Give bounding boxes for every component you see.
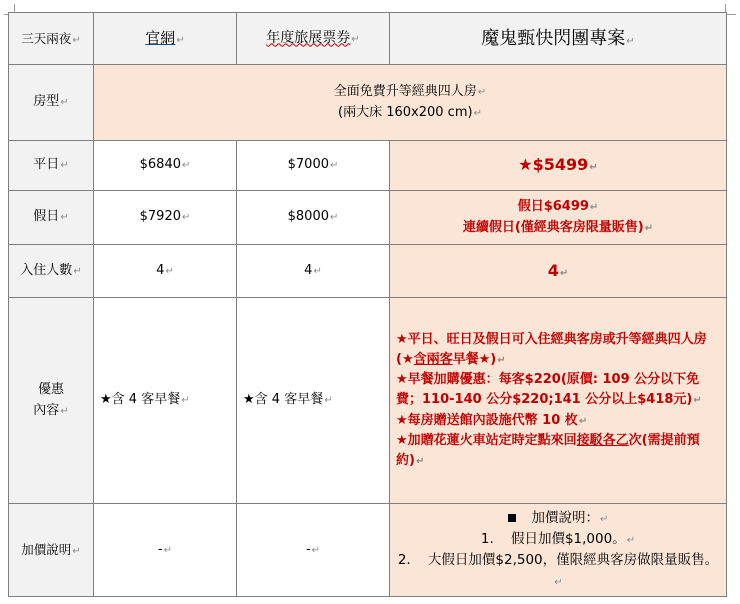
perk-item-3-text: ★每房贈送館內設施代幣 10 枚 xyxy=(396,412,578,428)
guests-expo-cell[interactable] xyxy=(237,245,390,298)
surcharge-item-2-number: 2. xyxy=(397,552,411,568)
surcharge-label: 加價說明 xyxy=(21,542,72,558)
perks-expo-cell[interactable] xyxy=(237,298,390,504)
perk-item-1-underlined: 含兩客 xyxy=(413,352,453,368)
holiday-deal-line-1: 假日$6499 xyxy=(517,199,589,215)
surcharge-label-cell[interactable] xyxy=(9,504,94,597)
paragraph-mark: ↵ xyxy=(351,33,360,45)
guests-expo-count: 4 xyxy=(304,262,313,278)
paragraph-mark: ↵ xyxy=(589,202,599,214)
perks-expo-text: ★含 4 客早餐 xyxy=(243,392,324,408)
holiday-official-cell[interactable] xyxy=(94,191,237,245)
paragraph-mark: ↵ xyxy=(415,455,425,467)
holiday-expo-price: $8000 xyxy=(287,209,329,225)
perk-item-2-text: ★早餐加購優惠：每客$220(原價: 109 公分以下免費；110-140 公分$220;141 公分以上$418元) xyxy=(396,372,700,408)
surcharge-expo-cell[interactable] xyxy=(237,504,390,597)
paragraph-mark: ↵ xyxy=(181,395,190,407)
guests-row xyxy=(9,245,727,298)
paragraph-mark: ↵ xyxy=(72,34,81,46)
header-plan-text: 三天兩夜 xyxy=(21,30,72,46)
room-type-line-2: (兩大床 160x200 cm) xyxy=(338,104,473,120)
paragraph-mark: ↵ xyxy=(626,535,636,547)
surcharge-item-2 xyxy=(396,550,720,592)
paragraph-mark: ↵ xyxy=(497,355,506,367)
guests-label-cell[interactable] xyxy=(9,245,94,298)
room-type-row xyxy=(9,65,727,141)
paragraph-mark: ↵ xyxy=(72,546,81,558)
paragraph-mark: ↵ xyxy=(60,160,69,172)
surcharge-official-cell[interactable] xyxy=(94,504,237,597)
room-type-line-1: 全面免費升等經典四人房 xyxy=(333,84,477,100)
paragraph-mark: ↵ xyxy=(589,162,598,174)
paragraph-mark: ↵ xyxy=(600,514,609,526)
perks-label-line-2: 內容 xyxy=(33,402,60,418)
guests-official-count: 4 xyxy=(156,262,165,278)
holiday-deal-cell[interactable] xyxy=(390,191,727,245)
room-type-label-cell[interactable] xyxy=(9,65,94,141)
perk-item-3 xyxy=(396,411,720,431)
pricing-table xyxy=(8,12,727,597)
surcharge-official-value: - xyxy=(157,541,163,557)
paragraph-mark: ↵ xyxy=(181,160,191,172)
paragraph-mark: ↵ xyxy=(60,97,69,109)
weekday-label: 平日 xyxy=(33,157,60,173)
paragraph-mark: ↵ xyxy=(311,544,321,556)
header-expo-text: 年度旅展票券 xyxy=(266,29,351,46)
surcharge-title: 加價說明： xyxy=(531,510,600,527)
surcharge-item-1-text: 假日加價$1,000。 xyxy=(510,531,626,548)
paragraph-mark: ↵ xyxy=(313,265,322,277)
paragraph-mark: ↵ xyxy=(329,212,339,224)
header-official-text: 官網 xyxy=(145,28,176,47)
surcharge-deal-cell[interactable] xyxy=(390,504,727,597)
weekday-expo-price: $7000 xyxy=(287,157,329,173)
perk-item-4-tail: 次(需提前預約) xyxy=(396,432,700,468)
square-bullet-icon xyxy=(508,514,516,522)
paragraph-mark: ↵ xyxy=(176,34,185,46)
perk-item-1-text: ★平日、旺日及假日可入住經典客房或升等經典四人房(★ xyxy=(396,332,707,368)
guests-label: 入住人數 xyxy=(20,262,73,278)
guests-deal-count: 4 xyxy=(547,260,559,280)
holiday-row xyxy=(9,191,727,245)
perks-official-cell[interactable] xyxy=(94,298,237,504)
paragraph-mark: ↵ xyxy=(324,395,333,407)
weekday-expo-cell[interactable] xyxy=(237,141,390,191)
perk-item-2 xyxy=(396,370,720,410)
room-type-label: 房型 xyxy=(33,94,60,110)
header-plan-cell[interactable] xyxy=(9,13,94,65)
paragraph-mark: ↵ xyxy=(181,212,191,224)
surcharge-item-1 xyxy=(396,529,720,550)
surcharge-item-2-text: 大假日加價$2,500，僅限經典客房做限量販售。 xyxy=(427,552,719,568)
weekday-label-cell[interactable] xyxy=(9,141,94,191)
weekday-official-price: $6840 xyxy=(139,157,181,173)
perk-item-4 xyxy=(396,431,720,471)
holiday-official-price: $7920 xyxy=(139,209,181,225)
header-expo-cell[interactable] xyxy=(237,13,390,65)
perk-item-4-text: ★加贈花蓮火車站定時定點來回 xyxy=(396,432,577,448)
perks-label-line-1: 優惠 xyxy=(37,382,64,398)
paragraph-mark: ↵ xyxy=(60,405,69,417)
perks-label-cell[interactable] xyxy=(9,298,94,504)
weekday-deal-price: ★$5499 xyxy=(518,155,589,175)
paragraph-mark: ↵ xyxy=(60,212,69,224)
paragraph-mark: ↵ xyxy=(559,267,569,279)
holiday-label-cell[interactable] xyxy=(9,191,94,245)
paragraph-mark: ↵ xyxy=(693,395,702,407)
paragraph-mark: ↵ xyxy=(477,87,487,99)
guests-official-cell[interactable] xyxy=(94,245,237,298)
holiday-label: 假日 xyxy=(33,209,60,225)
header-official-cell[interactable] xyxy=(94,13,237,65)
surcharge-title-line xyxy=(396,508,720,529)
perk-item-4-underlined: 接駁各乙 xyxy=(576,432,629,448)
surcharge-item-1-number: 1. xyxy=(480,531,494,548)
header-row xyxy=(9,13,727,65)
surcharge-row xyxy=(9,504,727,597)
holiday-deal-line-2: 連續假日(僅經典客房限量販售) xyxy=(462,219,644,235)
perk-item-1-tail: 早餐★) xyxy=(452,352,497,368)
weekday-deal-cell[interactable] xyxy=(390,141,727,191)
paragraph-mark: ↵ xyxy=(578,415,588,427)
weekday-official-cell[interactable] xyxy=(94,141,237,191)
surcharge-expo-value: - xyxy=(305,541,311,557)
header-deal-text: 魔鬼甄快閃團專案 xyxy=(481,27,626,49)
paragraph-mark: ↵ xyxy=(644,222,654,234)
perks-row xyxy=(9,298,727,504)
header-deal-cell[interactable] xyxy=(390,13,727,65)
paragraph-mark: ↵ xyxy=(163,544,173,556)
perks-official-text: ★含 4 客早餐 xyxy=(100,392,181,408)
paragraph-mark: ↵ xyxy=(73,265,82,277)
paragraph-mark: ↵ xyxy=(554,576,563,588)
paragraph-mark: ↵ xyxy=(626,35,635,47)
paragraph-mark: ↵ xyxy=(165,265,174,277)
perk-item-1 xyxy=(396,330,720,370)
guests-deal-cell[interactable] xyxy=(390,245,727,298)
perks-deal-cell[interactable] xyxy=(390,298,727,504)
weekday-row xyxy=(9,141,727,191)
room-type-value-cell[interactable] xyxy=(94,65,727,141)
paragraph-mark: ↵ xyxy=(473,107,482,119)
holiday-expo-cell[interactable] xyxy=(237,191,390,245)
paragraph-mark: ↵ xyxy=(329,160,339,172)
